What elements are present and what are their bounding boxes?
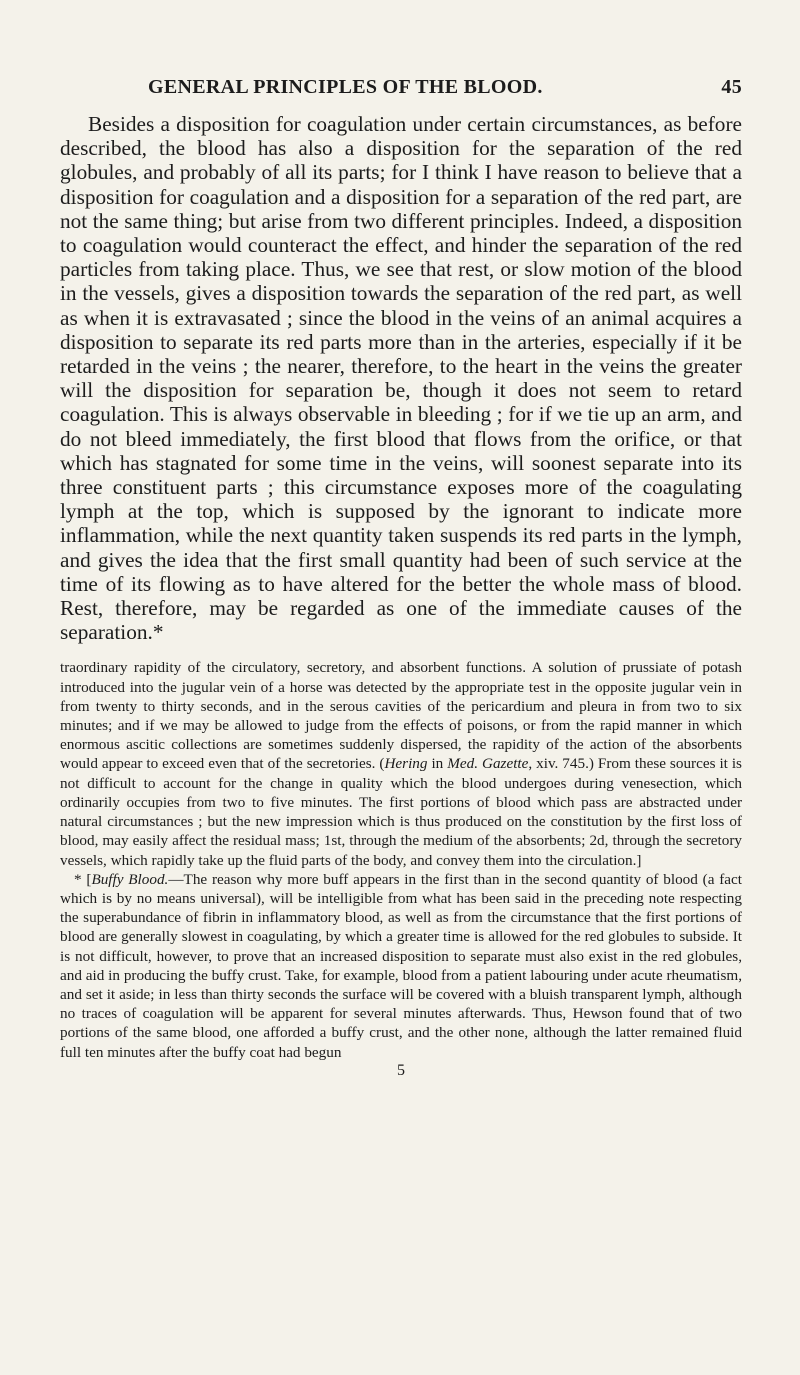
footnote-heading: Buffy Blood.	[91, 870, 169, 888]
footnote-continuation-text-1: traordinary rapidity of the circulatory, secretory, and absorbent functions. A solution of prussiate of potash introduced into the jugular vein of a horse was detected by the appropriate test in the opposite jugular vein in from twenty to thirty seconds, and in the serous cavities of the pericardium and pleura in from two to six minutes; and if we may be allowed to judge from the effects of poisons, or from the rapid manner in which enormous ascitic collections are sometimes suddenly dispersed, the rapidity of the action of the absorbents would appear to exceed even that of the secretories. (	[60, 659, 742, 773]
signature-mark: 5	[397, 1061, 405, 1079]
footnote-continuation-text-2: , xiv. 745.) From these sources it is not difficult to account for the change in quality which the blood undergoes during venesection, which ordinarily occupies from two to five minutes. The first portions of blood which pass are abstracted under natural circumstances ; but the new impression which is thus produced on the constitution by the first loss of blood, may easily affect the residual mass; 1st, through the medium of the absorbents; 2d, through the secretory vessels, which rapidly take up the fluid parts of the body, and convey them into the circulation.]	[60, 755, 742, 869]
running-title: GENERAL PRINCIPLES OF THE BLOOD.	[148, 76, 543, 98]
body-paragraph: Besides a disposition for coagulation under certain circumstances, as before described, the blood has also a disposition for the separation of the red globules, and probably of all its parts; for I think I have reason to believe that a disposition for coagulation and a disposition for a separation of the red part, are not the same thing; but arise from two different principles. Indeed, a disposition to coagulation would counteract the effect, and hinder the separation of the red particles from taking place. Thus, we see that rest, or slow motion of the blood in the vessels, gives a disposition towards the separation of the red part, as well as when it is extravasated ; since the blood in the veins of an animal acquires a disposition to separate its red parts more than in the arteries, especially if it be retarded in the veins ; the nearer, therefore, to the heart in the veins the greater will the disposition for separation be, though it does not seem to retard coagulation. This is always observable in bleeding ; for if we tie up an arm, and do not bleed immediately, the first blood that flows from the orifice, or that which has stagnated for some time in the veins, will soonest separate into its three constituent parts ; this circumstance exposes more of the coagulating lymph at the top, which is supposed by the ignorant to indicate more inflammation, while the next quantity taken suspends its red parts in the lymph, and gives the idea that the first small quantity had been of such service at the time of its flowing as to have altered for the better the whole mass of blood. Rest, therefore, may be regarded as one of the immediate causes of the separation.*	[60, 112, 742, 645]
page-number: 45	[721, 76, 742, 98]
footnote-marker: * [	[74, 870, 92, 888]
footnote-text: —The reason why more buff appears in the first than in the second quantity of blood (a fact which is by no means universal), will be intelligible from what has been said in the preceding note respecting the superabundance of fibrin in inflammatory blood, as well as from the circumstance that the first portions of blood are generally slowest in coagulating, by which a greater time is allowed for the red globules to subside. It is not difficult, however, to prove that an increased disposition to separate must also exist in the red globules, and aid in producing the buffy crust. Take, for example, blood from a patient labouring under acute rheumatism, and set it aside; in less than thirty seconds the surface will be covered with a bluish transparent lymph, although no traces of coagulation will be apparent for several minutes afterwards. Thus, Hewson found that of two portions of the same blood, one afforded a buffy crust, and the other none, although the latter remained fluid full ten minutes after the buffy coat had begun	[60, 870, 742, 1061]
footnotes	[60, 658, 742, 1061]
running-header	[60, 72, 742, 102]
citation-author: Hering	[384, 755, 428, 773]
footnote-buffy-blood	[60, 870, 742, 1062]
footnote-continuation	[60, 658, 742, 869]
citation-in: in	[427, 755, 448, 773]
page	[60, 72, 742, 1080]
citation-journal: Med. Gazette	[447, 755, 529, 773]
